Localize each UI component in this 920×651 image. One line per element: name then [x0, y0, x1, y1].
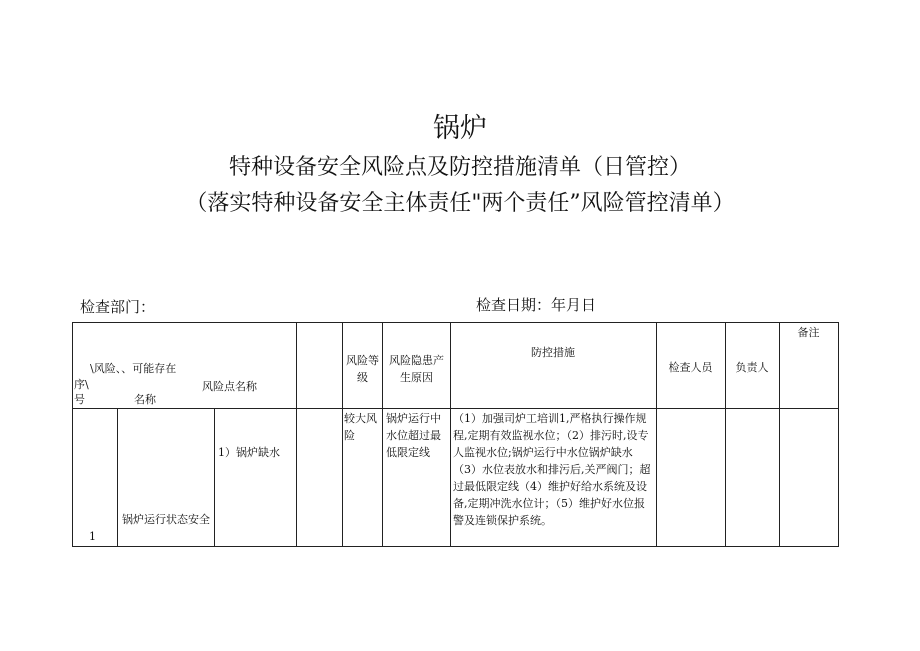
table-border-top — [72, 322, 839, 323]
page-subtitle: 特种设备安全风险点及防控措施清单（日管控） — [228, 155, 691, 180]
date-label: 检查日期：年月日 — [476, 296, 597, 314]
header-name-label: 名称 — [134, 393, 156, 406]
row-no: 1 — [89, 530, 96, 543]
header-measures: 防控措施 — [531, 346, 575, 359]
table-col-divider — [214, 408, 215, 547]
header-risk-label: \风险、、可能存在 — [90, 362, 177, 375]
table-col-divider — [296, 322, 297, 547]
row-risk-point: 1）锅炉缺水 — [218, 446, 280, 459]
table-col-divider — [656, 322, 657, 547]
table-border-left — [72, 322, 73, 547]
row-name: 锅炉运行状态安全 — [122, 513, 210, 526]
header-owner: 负责人 — [735, 361, 769, 374]
header-risk-point: 风险点名称 — [202, 380, 257, 393]
table-col-divider — [117, 408, 118, 547]
header-remark: 备注 — [797, 326, 820, 339]
header-inspector: 检查人员 — [668, 361, 713, 374]
table-col-divider — [725, 322, 726, 547]
page-title: 锅炉 — [433, 113, 487, 144]
dept-label: 检查部门： — [80, 298, 156, 316]
header-no-label: 号 — [74, 393, 85, 406]
risk-table — [72, 322, 839, 547]
table-border-right — [838, 322, 839, 547]
table-border-bottom — [72, 546, 839, 547]
table-header-divider — [72, 408, 839, 409]
row-risk-cause: 锅炉运行中水位超过最低限定线 — [386, 412, 441, 459]
header-risk-level: 风险等级 — [346, 354, 379, 384]
header-seq-label: 序\ — [74, 378, 89, 391]
row-risk-level: 较大风险 — [344, 412, 377, 442]
row-measures: （1）加强司炉工培训1,严格执行操作规程,定期有效监视水位；（2）排污时,设专人监视水位;锅炉运行中水位锅炉缺水（3）水位表放水和排污后,关严阀门；超过最低限定线（4）维护好给水系统及设备,定期冲洗水位计；（5）维护好水位报警及连锁保护系统。 — [453, 412, 651, 527]
table-col-divider — [779, 322, 780, 547]
header-risk-cause: 风险隐患产生原因 — [389, 354, 444, 384]
page-subtitle-2: （落实特种设备安全主体责任"两个责任”风险管控清单） — [185, 191, 735, 216]
